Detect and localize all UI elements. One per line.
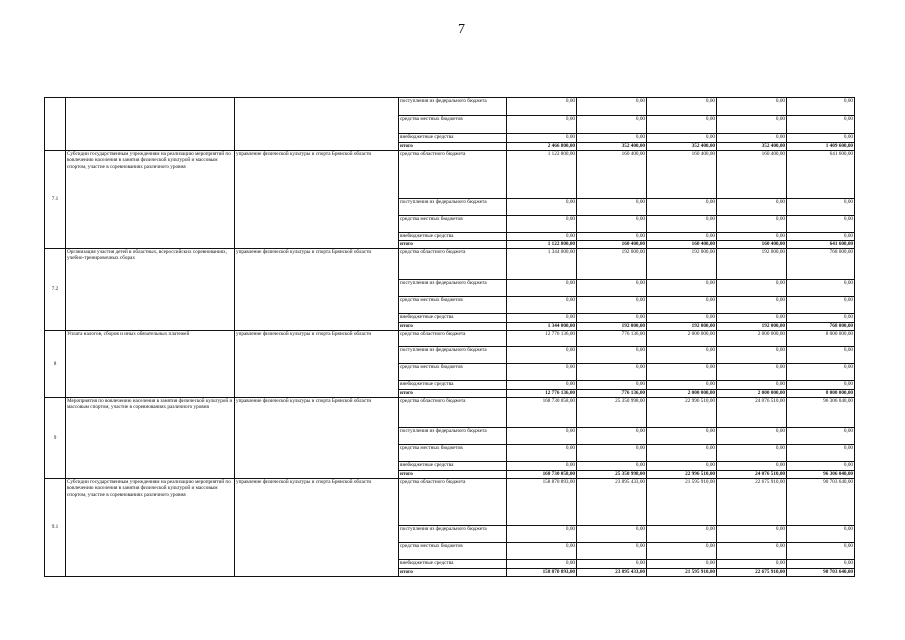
source-label-federal: поступления из федерального бюджета — [399, 526, 507, 543]
item-regional-value-5: 641 600,00 — [787, 151, 855, 199]
table-row-regional — [45, 249, 855, 280]
top-offbudget-value-1: 0,00 — [507, 134, 577, 143]
item-federal-value-1: 0,00 — [507, 347, 577, 364]
top-offbudget-value-2: 0,00 — [577, 134, 647, 143]
item-offbudget-value-4: 0,00 — [717, 560, 787, 569]
item-executor: управление физической культуры и спорта Брянской области — [235, 398, 399, 479]
item-federal-value-5: 0,00 — [787, 280, 855, 297]
source-label-regional: средства областного бюджета — [399, 331, 507, 347]
item-local-value-4: 0,00 — [717, 364, 787, 381]
item-local-value-3: 0,00 — [647, 445, 717, 462]
source-label-federal: поступления из федерального бюджета — [399, 98, 507, 116]
top-local-value-1: 0,00 — [507, 116, 577, 134]
item-local-value-3: 0,00 — [647, 364, 717, 381]
source-label-total: итого — [399, 241, 507, 249]
source-label-local: средства местных бюджетов — [399, 297, 507, 314]
top-local-value-4: 0,00 — [717, 116, 787, 134]
top-offbudget-value-5: 0,00 — [787, 134, 855, 143]
item-total-value-1: 1 344 000,00 — [507, 323, 577, 331]
source-label-offbudget: внебюджетные средства — [399, 134, 507, 143]
item-executor: управление физической культуры и спорта Брянской области — [235, 331, 399, 398]
item-offbudget-value-3: 0,00 — [647, 462, 717, 471]
item-offbudget-value-2: 0,00 — [577, 233, 647, 241]
item-total-value-3: 160 400,00 — [647, 241, 717, 249]
item-total-value-4: 160 400,00 — [717, 241, 787, 249]
item-local-value-1: 0,00 — [507, 297, 577, 314]
item-local-value-1: 0,00 — [507, 543, 577, 560]
item-local-value-3: 0,00 — [647, 216, 717, 233]
item-offbudget-value-5: 0,00 — [787, 381, 855, 390]
item-total-value-1: 158 870 893,00 — [507, 569, 577, 577]
item-offbudget-value-1: 0,00 — [507, 462, 577, 471]
item-offbudget-value-3: 0,00 — [647, 560, 717, 569]
source-label-offbudget: внебюджетные средства — [399, 560, 507, 569]
item-federal-value-2: 0,00 — [577, 428, 647, 445]
item-local-value-5: 0,00 — [787, 297, 855, 314]
item-federal-value-3: 0,00 — [647, 280, 717, 297]
item-local-value-4: 0,00 — [717, 445, 787, 462]
source-label-federal: поступления из федерального бюджета — [399, 199, 507, 216]
item-local-value-1: 0,00 — [507, 216, 577, 233]
item-number-cell — [45, 98, 66, 151]
top-local-value-3: 0,00 — [647, 116, 717, 134]
item-name: Субсидии государственным учреждениям на реализацию мероприятий по вовлечению населения в занятия физической культурой и массовым спортом, участие в соревнованиях различного уровня — [66, 151, 235, 249]
item-local-value-5: 0,00 — [787, 216, 855, 233]
item-number: 9.1 — [45, 479, 66, 577]
item-local-value-4: 0,00 — [717, 543, 787, 560]
table-body — [45, 98, 855, 577]
item-federal-value-4: 0,00 — [717, 428, 787, 445]
item-regional-value-2: 776 136,00 — [577, 331, 647, 347]
page-number: 7 — [458, 22, 465, 37]
item-regional-value-5: 96 306 040,00 — [787, 398, 855, 428]
item-federal-value-5: 0,00 — [787, 428, 855, 445]
source-label-federal: поступления из федерального бюджета — [399, 347, 507, 364]
item-federal-value-5: 0,00 — [787, 526, 855, 543]
item-regional-value-1: 1 344 000,00 — [507, 249, 577, 280]
item-federal-value-4: 0,00 — [717, 526, 787, 543]
item-offbudget-value-2: 0,00 — [577, 560, 647, 569]
item-local-value-3: 0,00 — [647, 543, 717, 560]
item-federal-value-3: 0,00 — [647, 526, 717, 543]
item-executor: управление физической культуры и спорта Брянской области — [235, 151, 399, 249]
item-federal-value-1: 0,00 — [507, 199, 577, 216]
top-local-value-2: 0,00 — [577, 116, 647, 134]
top-federal-value-2: 0,00 — [577, 98, 647, 116]
item-regional-value-5: 8 000 000,00 — [787, 331, 855, 347]
top-total-value-3: 352 400,00 — [647, 143, 717, 151]
top-federal-value-3: 0,00 — [647, 98, 717, 116]
item-name: Организация участия детей в областных, всероссийских соревнованиях, учебно-тренировочных сборах — [66, 249, 235, 331]
item-total-value-5: 96 306 040,00 — [787, 471, 855, 479]
item-local-value-1: 0,00 — [507, 364, 577, 381]
item-regional-value-2: 23 895 433,00 — [577, 479, 647, 526]
source-label-total: итого — [399, 471, 507, 479]
item-total-value-5: 641 600,00 — [787, 241, 855, 249]
item-federal-value-4: 0,00 — [717, 280, 787, 297]
item-federal-value-1: 0,00 — [507, 428, 577, 445]
item-regional-value-3: 21 595 910,00 — [647, 479, 717, 526]
item-regional-value-4: 2 000 000,00 — [717, 331, 787, 347]
item-local-value-2: 0,00 — [577, 297, 647, 314]
top-federal-value-4: 0,00 — [717, 98, 787, 116]
item-number: 7.1 — [45, 151, 66, 249]
item-total-value-4: 22 675 910,00 — [717, 569, 787, 577]
item-total-value-4: 24 076 510,00 — [717, 471, 787, 479]
source-label-federal: поступления из федерального бюджета — [399, 280, 507, 297]
item-regional-value-2: 25 350 998,00 — [577, 398, 647, 428]
item-offbudget-value-5: 0,00 — [787, 233, 855, 241]
item-federal-value-3: 0,00 — [647, 428, 717, 445]
source-label-local: средства местных бюджетов — [399, 543, 507, 560]
item-offbudget-value-4: 0,00 — [717, 233, 787, 241]
executor-cell — [235, 98, 399, 151]
item-regional-value-4: 22 675 910,00 — [717, 479, 787, 526]
top-federal-value-5: 0,00 — [787, 98, 855, 116]
item-local-value-3: 0,00 — [647, 297, 717, 314]
item-regional-value-3: 22 996 510,00 — [647, 398, 717, 428]
item-offbudget-value-4: 0,00 — [717, 314, 787, 323]
item-number: 8 — [45, 331, 66, 398]
source-label-federal: поступления из федерального бюджета — [399, 428, 507, 445]
item-federal-value-5: 0,00 — [787, 347, 855, 364]
item-regional-value-2: 192 000,00 — [577, 249, 647, 280]
item-local-value-1: 0,00 — [507, 445, 577, 462]
item-total-value-3: 21 595 910,00 — [647, 569, 717, 577]
item-regional-value-4: 160 400,00 — [717, 151, 787, 199]
source-label-offbudget: внебюджетные средства — [399, 314, 507, 323]
top-offbudget-value-3: 0,00 — [647, 134, 717, 143]
item-total-value-2: 25 350 998,00 — [577, 471, 647, 479]
item-federal-value-2: 0,00 — [577, 347, 647, 364]
source-label-total: итого — [399, 569, 507, 577]
table-row-federal — [45, 98, 855, 116]
source-label-total: итого — [399, 323, 507, 331]
budget-table — [44, 97, 855, 577]
item-offbudget-value-1: 0,00 — [507, 314, 577, 323]
source-label-local: средства местных бюджетов — [399, 364, 507, 381]
top-offbudget-value-4: 0,00 — [717, 134, 787, 143]
item-local-value-5: 0,00 — [787, 445, 855, 462]
source-label-regional: средства областного бюджета — [399, 249, 507, 280]
item-regional-value-5: 768 000,00 — [787, 249, 855, 280]
item-total-value-1: 168 730 058,00 — [507, 471, 577, 479]
item-total-value-2: 23 895 433,00 — [577, 569, 647, 577]
item-regional-value-1: 168 730 058,00 — [507, 398, 577, 428]
item-regional-value-3: 2 000 000,00 — [647, 331, 717, 347]
item-total-value-5: 90 703 640,00 — [787, 569, 855, 577]
item-name: Субсидии государственным учреждениям на реализацию мероприятий по вовлечению населения в занятия физической культурой и массовым спортом, участие в соревнованиях различного уровня — [66, 479, 235, 577]
item-regional-value-1: 158 870 893,00 — [507, 479, 577, 526]
item-federal-value-3: 0,00 — [647, 347, 717, 364]
item-local-value-2: 0,00 — [577, 445, 647, 462]
item-offbudget-value-1: 0,00 — [507, 381, 577, 390]
table-row-regional — [45, 331, 855, 347]
item-local-value-4: 0,00 — [717, 297, 787, 314]
item-offbudget-value-4: 0,00 — [717, 462, 787, 471]
item-federal-value-5: 0,00 — [787, 199, 855, 216]
item-offbudget-value-5: 0,00 — [787, 314, 855, 323]
source-label-local: средства местных бюджетов — [399, 216, 507, 233]
source-label-offbudget: внебюджетные средства — [399, 381, 507, 390]
item-name-cell — [66, 98, 235, 151]
source-label-offbudget: внебюджетные средства — [399, 462, 507, 471]
item-regional-value-3: 160 400,00 — [647, 151, 717, 199]
table-row-regional — [45, 479, 855, 526]
item-offbudget-value-3: 0,00 — [647, 233, 717, 241]
item-total-value-2: 160 400,00 — [577, 241, 647, 249]
top-total-value-5: 1 409 600,00 — [787, 143, 855, 151]
source-label-regional: средства областного бюджета — [399, 398, 507, 428]
item-federal-value-4: 0,00 — [717, 199, 787, 216]
item-local-value-2: 0,00 — [577, 216, 647, 233]
item-federal-value-3: 0,00 — [647, 199, 717, 216]
item-offbudget-value-2: 0,00 — [577, 462, 647, 471]
item-executor: управление физической культуры и спорта Брянской области — [235, 479, 399, 577]
item-name: Уплата налогов, сборов и иных обязательных платежей — [66, 331, 235, 398]
source-label-total: итого — [399, 143, 507, 151]
top-federal-value-1: 0,00 — [507, 98, 577, 116]
item-executor: управление физической культуры и спорта Брянской области — [235, 249, 399, 331]
item-total-value-4: 2 000 000,00 — [717, 390, 787, 398]
item-number: 9 — [45, 398, 66, 479]
item-offbudget-value-3: 0,00 — [647, 381, 717, 390]
item-regional-value-4: 192 000,00 — [717, 249, 787, 280]
top-total-value-1: 2 466 800,00 — [507, 143, 577, 151]
item-local-value-5: 0,00 — [787, 364, 855, 381]
item-total-value-3: 192 000,00 — [647, 323, 717, 331]
item-offbudget-value-4: 0,00 — [717, 381, 787, 390]
item-regional-value-5: 90 703 640,00 — [787, 479, 855, 526]
table-row-regional — [45, 151, 855, 199]
item-offbudget-value-1: 0,00 — [507, 233, 577, 241]
item-total-value-2: 776 136,00 — [577, 390, 647, 398]
item-local-value-5: 0,00 — [787, 543, 855, 560]
item-local-value-2: 0,00 — [577, 543, 647, 560]
source-label-local: средства местных бюджетов — [399, 445, 507, 462]
item-total-value-5: 8 000 000,00 — [787, 390, 855, 398]
item-total-value-2: 192 000,00 — [577, 323, 647, 331]
item-federal-value-4: 0,00 — [717, 347, 787, 364]
source-label-regional: средства областного бюджета — [399, 479, 507, 526]
item-local-value-2: 0,00 — [577, 364, 647, 381]
item-total-value-1: 12 776 136,00 — [507, 390, 577, 398]
item-federal-value-2: 0,00 — [577, 280, 647, 297]
item-federal-value-1: 0,00 — [507, 280, 577, 297]
item-federal-value-2: 0,00 — [577, 526, 647, 543]
item-total-value-1: 1 122 800,00 — [507, 241, 577, 249]
item-offbudget-value-2: 0,00 — [577, 314, 647, 323]
item-total-value-4: 192 000,00 — [717, 323, 787, 331]
item-offbudget-value-2: 0,00 — [577, 381, 647, 390]
source-label-total: итого — [399, 390, 507, 398]
item-regional-value-3: 192 000,00 — [647, 249, 717, 280]
table-row-regional — [45, 398, 855, 428]
top-total-value-2: 352 400,00 — [577, 143, 647, 151]
item-federal-value-2: 0,00 — [577, 199, 647, 216]
item-total-value-3: 22 996 510,00 — [647, 471, 717, 479]
item-number: 7.2 — [45, 249, 66, 331]
source-label-offbudget: внебюджетные средства — [399, 233, 507, 241]
source-label-local: средства местных бюджетов — [399, 116, 507, 134]
item-total-value-3: 2 000 000,00 — [647, 390, 717, 398]
item-name: Мероприятия по вовлечению населения в занятия физической культурой и массовым спортом, участие в соревнованиях различного уровня — [66, 398, 235, 479]
item-offbudget-value-5: 0,00 — [787, 560, 855, 569]
item-offbudget-value-1: 0,00 — [507, 560, 577, 569]
item-total-value-5: 768 000,00 — [787, 323, 855, 331]
item-local-value-4: 0,00 — [717, 216, 787, 233]
item-regional-value-1: 12 776 136,00 — [507, 331, 577, 347]
top-total-value-4: 352 400,00 — [717, 143, 787, 151]
item-regional-value-2: 160 400,00 — [577, 151, 647, 199]
top-local-value-5: 0,00 — [787, 116, 855, 134]
item-offbudget-value-3: 0,00 — [647, 314, 717, 323]
item-regional-value-4: 24 076 510,00 — [717, 398, 787, 428]
source-label-regional: средства областного бюджета — [399, 151, 507, 199]
item-federal-value-1: 0,00 — [507, 526, 577, 543]
item-regional-value-1: 1 122 800,00 — [507, 151, 577, 199]
item-offbudget-value-5: 0,00 — [787, 462, 855, 471]
